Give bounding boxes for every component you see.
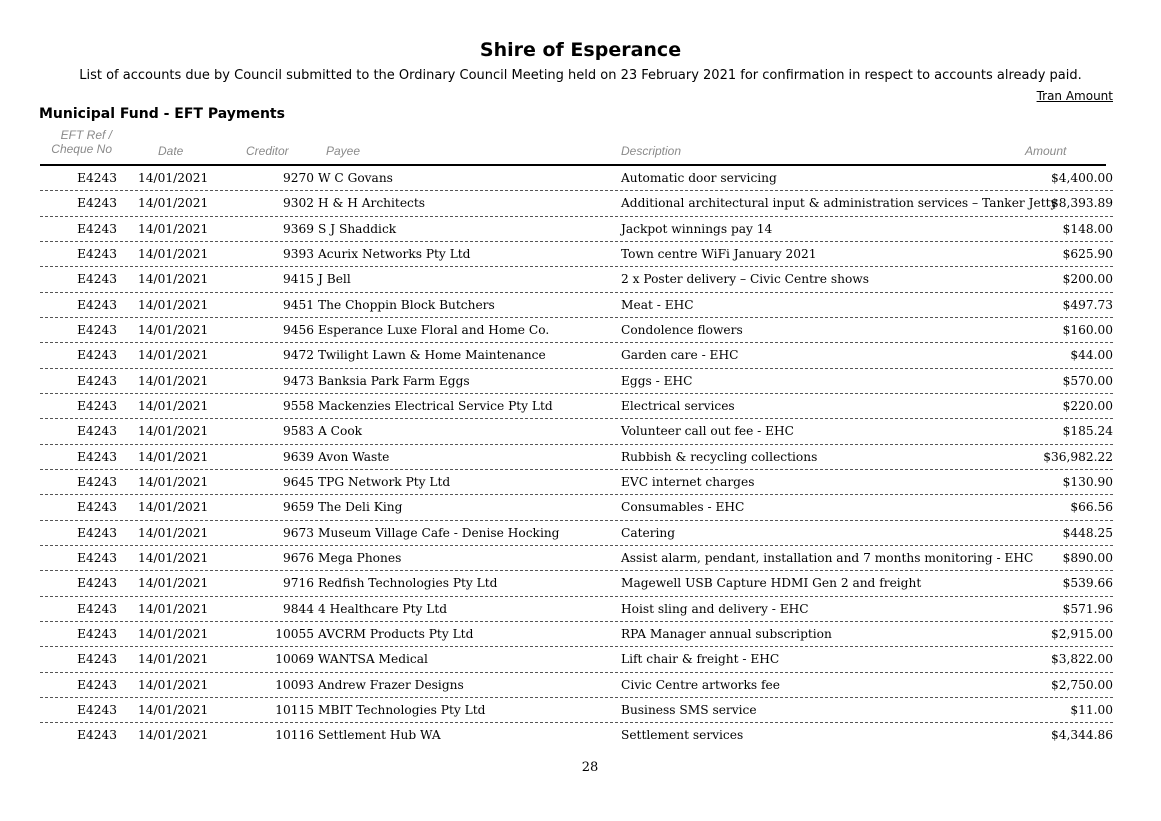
cell-description: Town centre WiFi January 2021 bbox=[621, 246, 817, 261]
cell-amount: $539.66 bbox=[1062, 576, 1113, 591]
cell-date: 14/01/2021 bbox=[138, 272, 209, 287]
payments-table bbox=[40, 166, 1113, 749]
cell-payee: The Choppin Block Butchers bbox=[318, 297, 495, 312]
cell-ref: E4243 bbox=[77, 297, 117, 312]
cell-payee: TPG Network Pty Ltd bbox=[318, 474, 451, 489]
cell-payee: The Deli King bbox=[318, 500, 403, 515]
table-row bbox=[40, 369, 1113, 394]
cell-creditor: 9645 bbox=[282, 474, 314, 489]
cell-description: Eggs - EHC bbox=[621, 373, 693, 388]
cell-description: Garden care - EHC bbox=[621, 348, 739, 363]
column-header-payee: Payee bbox=[326, 144, 361, 158]
cell-payee: H & H Architects bbox=[318, 196, 426, 211]
cell-ref: E4243 bbox=[77, 196, 117, 211]
cell-date: 14/01/2021 bbox=[138, 348, 209, 363]
cell-amount: $3,822.00 bbox=[1050, 652, 1113, 667]
column-header-amount: Amount bbox=[1025, 144, 1067, 158]
cell-creditor: 9451 bbox=[282, 297, 314, 312]
cell-date: 14/01/2021 bbox=[138, 449, 209, 464]
table-row bbox=[40, 242, 1113, 267]
cell-date: 14/01/2021 bbox=[138, 728, 209, 743]
cell-ref: E4243 bbox=[77, 677, 117, 692]
table-row bbox=[40, 597, 1113, 622]
cell-description: Assist alarm, pendant, installation and 7 months monitoring - EHC bbox=[621, 550, 1034, 565]
cell-date: 14/01/2021 bbox=[138, 322, 209, 337]
table-row bbox=[40, 293, 1113, 318]
page-title: Shire of Esperance bbox=[479, 39, 682, 61]
table-row bbox=[40, 647, 1113, 672]
table-row bbox=[40, 698, 1113, 723]
cell-creditor: 9583 bbox=[282, 424, 314, 439]
cell-description: Magewell USB Capture HDMI Gen 2 and freight bbox=[621, 576, 922, 591]
cell-amount: $2,750.00 bbox=[1050, 677, 1113, 692]
cell-ref: E4243 bbox=[77, 246, 117, 261]
cell-payee: Redfish Technologies Pty Ltd bbox=[318, 576, 498, 591]
cell-date: 14/01/2021 bbox=[138, 576, 209, 591]
table-row bbox=[40, 495, 1113, 520]
cell-amount: $44.00 bbox=[1070, 348, 1113, 363]
cell-date: 14/01/2021 bbox=[138, 525, 209, 540]
cell-payee: Mackenzies Electrical Service Pty Ltd bbox=[318, 398, 553, 413]
cell-amount: $4,400.00 bbox=[1050, 171, 1113, 185]
cell-amount: $570.00 bbox=[1062, 373, 1113, 388]
cell-description: Consumables - EHC bbox=[621, 500, 745, 515]
cell-amount: $4,344.86 bbox=[1050, 728, 1113, 743]
cell-ref: E4243 bbox=[77, 474, 117, 489]
cell-creditor: 10055 bbox=[275, 626, 314, 641]
cell-date: 14/01/2021 bbox=[138, 474, 209, 489]
table-row bbox=[40, 673, 1113, 698]
cell-amount: $36,982.22 bbox=[1043, 449, 1113, 464]
cell-description: Catering bbox=[621, 525, 676, 540]
cell-amount: $2,915.00 bbox=[1050, 626, 1113, 641]
table-row bbox=[40, 723, 1113, 748]
cell-description: Business SMS service bbox=[621, 702, 757, 717]
table-row bbox=[40, 394, 1113, 419]
cell-date: 14/01/2021 bbox=[138, 601, 209, 616]
cell-amount: $448.25 bbox=[1062, 525, 1113, 540]
cell-description: Meat - EHC bbox=[621, 297, 694, 312]
cell-ref: E4243 bbox=[77, 601, 117, 616]
cell-creditor: 10069 bbox=[275, 652, 314, 667]
cell-ref: E4243 bbox=[77, 373, 117, 388]
cell-description: Electrical services bbox=[621, 398, 735, 413]
cell-description: EVC internet charges bbox=[621, 474, 755, 489]
column-header-creditor: Creditor bbox=[246, 144, 289, 158]
cell-creditor: 9369 bbox=[282, 221, 314, 236]
cell-ref: E4243 bbox=[77, 550, 117, 565]
cell-amount: $890.00 bbox=[1062, 550, 1113, 565]
cell-description: RPA Manager annual subscription bbox=[621, 626, 832, 641]
cell-ref: E4243 bbox=[77, 398, 117, 413]
cell-creditor: 9673 bbox=[282, 525, 314, 540]
cell-description: Jackpot winnings pay 14 bbox=[621, 221, 773, 236]
cell-creditor: 9716 bbox=[282, 576, 314, 591]
cell-description: Settlement services bbox=[621, 728, 744, 743]
table-row bbox=[40, 546, 1113, 571]
page-subtitle: List of accounts due by Council submitted to the Ordinary Council Meeting held on 23 February 2021 for confirmation in respect to accounts already paid. bbox=[79, 68, 1082, 83]
cell-payee: S J Shaddick bbox=[318, 221, 397, 236]
cell-ref: E4243 bbox=[77, 626, 117, 641]
cell-payee: Settlement Hub WA bbox=[318, 728, 441, 743]
cell-payee: Museum Village Cafe - Denise Hocking bbox=[318, 525, 560, 540]
cell-creditor: 9558 bbox=[282, 398, 314, 413]
table-row bbox=[40, 470, 1113, 495]
cell-ref: E4243 bbox=[77, 171, 117, 185]
table-row bbox=[40, 166, 1113, 191]
cell-date: 14/01/2021 bbox=[138, 424, 209, 439]
cell-payee: Acurix Networks Pty Ltd bbox=[318, 246, 471, 261]
cell-amount: $11.00 bbox=[1070, 702, 1113, 717]
cell-creditor: 9302 bbox=[282, 196, 314, 211]
cell-description: Automatic door servicing bbox=[621, 171, 777, 185]
page-number: 28 bbox=[581, 760, 599, 775]
cell-description: 2 x Poster delivery – Civic Centre shows bbox=[621, 272, 869, 287]
cell-payee: AVCRM Products Pty Ltd bbox=[318, 626, 474, 641]
cell-description: Condolence flowers bbox=[621, 322, 743, 337]
cell-amount: $200.00 bbox=[1062, 272, 1113, 287]
column-header-date: Date bbox=[158, 144, 184, 158]
cell-description: Volunteer call out fee - EHC bbox=[621, 424, 795, 439]
cell-ref: E4243 bbox=[77, 702, 117, 717]
cell-ref: E4243 bbox=[77, 322, 117, 337]
cell-date: 14/01/2021 bbox=[138, 626, 209, 641]
cell-date: 14/01/2021 bbox=[138, 221, 209, 236]
table-row bbox=[40, 217, 1113, 242]
cell-creditor: 10116 bbox=[275, 728, 314, 743]
column-header-ref-line1: EFT Ref / bbox=[60, 128, 112, 142]
cell-creditor: 9676 bbox=[282, 550, 314, 565]
cell-payee: Esperance Luxe Floral and Home Co. bbox=[318, 322, 550, 337]
table-row bbox=[40, 521, 1113, 546]
cell-ref: E4243 bbox=[77, 576, 117, 591]
cell-payee: J Bell bbox=[318, 272, 351, 287]
cell-creditor: 9639 bbox=[282, 449, 314, 464]
cell-creditor: 9473 bbox=[282, 373, 314, 388]
cell-ref: E4243 bbox=[77, 500, 117, 515]
cell-ref: E4243 bbox=[77, 424, 117, 439]
cell-ref: E4243 bbox=[77, 221, 117, 236]
cell-date: 14/01/2021 bbox=[138, 171, 209, 185]
cell-payee: WANTSA Medical bbox=[318, 652, 428, 667]
cell-creditor: 9393 bbox=[282, 246, 314, 261]
cell-amount: $130.90 bbox=[1062, 474, 1113, 489]
cell-creditor: 9270 bbox=[282, 171, 314, 185]
table-row bbox=[40, 318, 1113, 343]
column-headers bbox=[40, 126, 1106, 166]
cell-amount: $220.00 bbox=[1062, 398, 1113, 413]
cell-description: Additional architectural input & administration services – Tanker Jetty bbox=[621, 196, 1058, 211]
cell-description: Lift chair & freight - EHC bbox=[621, 652, 780, 667]
cell-payee: MBIT Technologies Pty Ltd bbox=[318, 702, 486, 717]
cell-date: 14/01/2021 bbox=[138, 373, 209, 388]
cell-description: Rubbish & recycling collections bbox=[621, 449, 818, 464]
table-row bbox=[40, 419, 1113, 444]
section-title: Municipal Fund - EFT Payments bbox=[39, 106, 285, 122]
table-row bbox=[40, 343, 1113, 368]
cell-date: 14/01/2021 bbox=[138, 196, 209, 211]
table-row bbox=[40, 445, 1113, 470]
cell-amount: $571.96 bbox=[1062, 601, 1113, 616]
cell-amount: $148.00 bbox=[1062, 221, 1113, 236]
cell-payee: A Cook bbox=[318, 424, 363, 439]
cell-ref: E4243 bbox=[77, 652, 117, 667]
table-row bbox=[40, 191, 1113, 216]
cell-creditor: 10093 bbox=[275, 677, 314, 692]
cell-payee: Avon Waste bbox=[318, 449, 390, 464]
cell-creditor: 9415 bbox=[282, 272, 314, 287]
cell-creditor: 9472 bbox=[282, 348, 314, 363]
cell-date: 14/01/2021 bbox=[138, 677, 209, 692]
cell-ref: E4243 bbox=[77, 449, 117, 464]
cell-creditor: 9844 bbox=[282, 601, 314, 616]
cell-date: 14/01/2021 bbox=[138, 246, 209, 261]
column-header-description: Description bbox=[621, 144, 682, 158]
cell-date: 14/01/2021 bbox=[138, 702, 209, 717]
tran-amount-label: Tran Amount bbox=[1036, 89, 1113, 103]
column-header-ref bbox=[40, 128, 112, 156]
cell-ref: E4243 bbox=[77, 525, 117, 540]
cell-date: 14/01/2021 bbox=[138, 398, 209, 413]
cell-creditor: 10115 bbox=[275, 702, 314, 717]
cell-date: 14/01/2021 bbox=[138, 550, 209, 565]
cell-payee: Twilight Lawn & Home Maintenance bbox=[318, 348, 546, 363]
cell-payee: 4 Healthcare Pty Ltd bbox=[318, 601, 448, 616]
cell-ref: E4243 bbox=[77, 348, 117, 363]
cell-payee: Banksia Park Farm Eggs bbox=[318, 373, 470, 388]
cell-ref: E4243 bbox=[77, 272, 117, 287]
cell-payee: W C Govans bbox=[318, 171, 393, 185]
column-header-ref-line2: Cheque No bbox=[51, 142, 112, 156]
cell-payee: Andrew Frazer Designs bbox=[318, 677, 464, 692]
cell-date: 14/01/2021 bbox=[138, 297, 209, 312]
cell-description: Civic Centre artworks fee bbox=[621, 677, 780, 692]
cell-date: 14/01/2021 bbox=[138, 652, 209, 667]
cell-payee: Mega Phones bbox=[318, 550, 402, 565]
table-row bbox=[40, 622, 1113, 647]
cell-amount: $8,393.89 bbox=[1050, 196, 1113, 211]
cell-amount: $66.56 bbox=[1070, 500, 1113, 515]
cell-creditor: 9456 bbox=[282, 322, 314, 337]
cell-description: Hoist sling and delivery - EHC bbox=[621, 601, 809, 616]
cell-ref: E4243 bbox=[77, 728, 117, 743]
cell-date: 14/01/2021 bbox=[138, 500, 209, 515]
table-row bbox=[40, 267, 1113, 292]
cell-amount: $160.00 bbox=[1062, 322, 1113, 337]
cell-amount: $625.90 bbox=[1062, 246, 1113, 261]
cell-amount: $497.73 bbox=[1062, 297, 1113, 312]
cell-creditor: 9659 bbox=[282, 500, 314, 515]
table-row bbox=[40, 571, 1113, 596]
cell-amount: $185.24 bbox=[1062, 424, 1113, 439]
